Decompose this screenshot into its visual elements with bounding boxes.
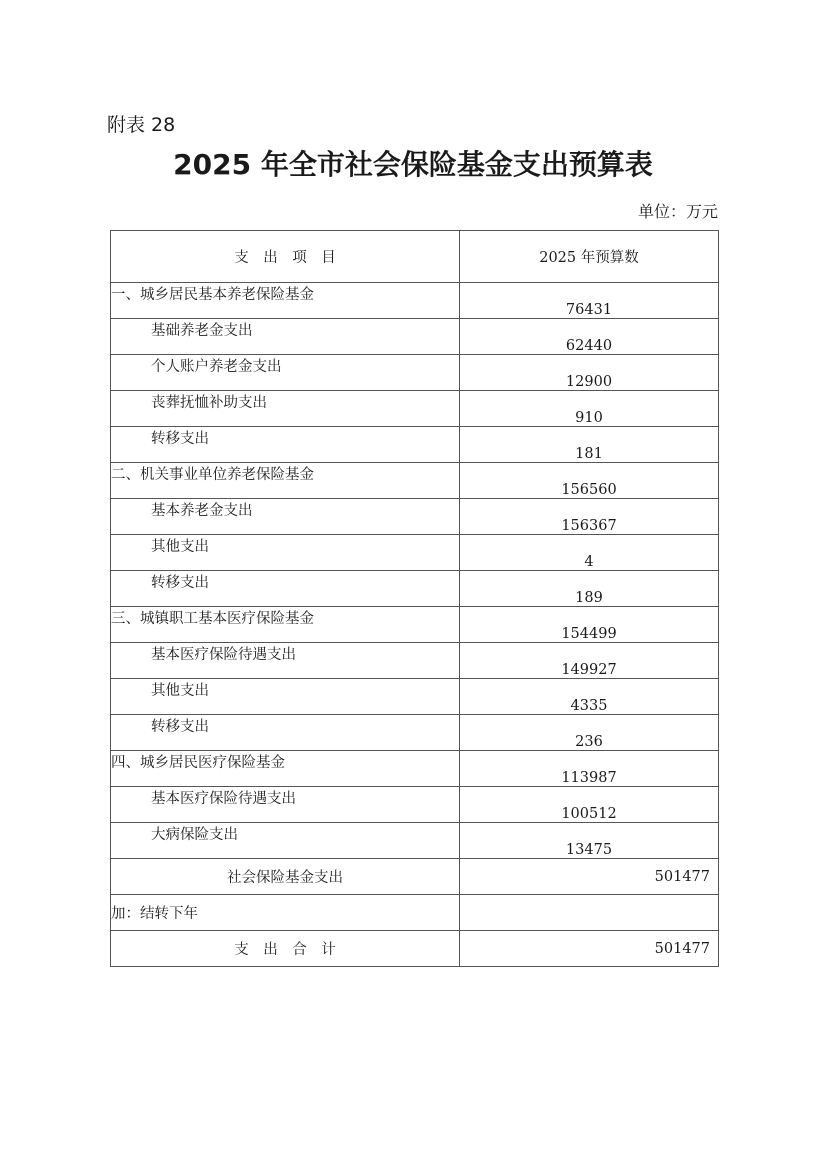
subtotal-label: 社会保险基金支出 [111, 859, 460, 895]
row-item: 个人账户养老金支出 [111, 355, 460, 391]
row-value: 154499 [460, 607, 719, 643]
row-value: 181 [460, 427, 719, 463]
row-value: 13475 [460, 823, 719, 859]
table-row [111, 391, 719, 427]
row-item: 基本养老金支出 [111, 499, 460, 535]
table-row [111, 427, 719, 463]
budget-table [110, 230, 719, 967]
table-row [111, 751, 719, 787]
row-item: 转移支出 [111, 427, 460, 463]
row-value: 156560 [460, 463, 719, 499]
table-row [111, 283, 719, 319]
attachment-label: 附表 28 [107, 114, 176, 136]
row-value: 76431 [460, 283, 719, 319]
row-value: 189 [460, 571, 719, 607]
row-value: 4 [460, 535, 719, 571]
row-value: 12900 [460, 355, 719, 391]
table-row [111, 535, 719, 571]
table-row [111, 319, 719, 355]
row-value: 113987 [460, 751, 719, 787]
row-item: 基本医疗保险待遇支出 [111, 643, 460, 679]
table-row [111, 787, 719, 823]
total-row [111, 931, 719, 967]
total-label: 支 出 合 计 [111, 931, 460, 967]
row-item: 二、机关事业单位养老保险基金 [111, 463, 460, 499]
column-header-budget: 2025 年预算数 [460, 231, 719, 283]
document-title: 2025 年全市社会保险基金支出预算表 [173, 148, 653, 181]
total-value: 501477 [460, 931, 719, 967]
row-value: 4335 [460, 679, 719, 715]
table-row [111, 643, 719, 679]
row-item: 一、城乡居民基本养老保险基金 [111, 283, 460, 319]
row-value: 156367 [460, 499, 719, 535]
carryover-row [111, 895, 719, 931]
row-item: 转移支出 [111, 571, 460, 607]
unit-label: 单位：万元 [637, 202, 718, 221]
table-row [111, 499, 719, 535]
table-row [111, 571, 719, 607]
row-value: 910 [460, 391, 719, 427]
table-row [111, 607, 719, 643]
table-header-row [111, 231, 719, 283]
table-row [111, 355, 719, 391]
carryover-label: 加：结转下年 [111, 895, 460, 931]
table-row [111, 823, 719, 859]
row-item: 四、城乡居民医疗保险基金 [111, 751, 460, 787]
row-value: 62440 [460, 319, 719, 355]
row-value: 149927 [460, 643, 719, 679]
subtotal-value: 501477 [460, 859, 719, 895]
row-value: 236 [460, 715, 719, 751]
subtotal-row [111, 859, 719, 895]
row-item: 三、城镇职工基本医疗保险基金 [111, 607, 460, 643]
carryover-value [460, 895, 719, 931]
row-item: 大病保险支出 [111, 823, 460, 859]
table-row [111, 679, 719, 715]
column-header-item: 支 出 项 目 [111, 231, 460, 283]
row-value: 100512 [460, 787, 719, 823]
table-row [111, 715, 719, 751]
row-item: 其他支出 [111, 679, 460, 715]
row-item: 转移支出 [111, 715, 460, 751]
row-item: 丧葬抚恤补助支出 [111, 391, 460, 427]
row-item: 基础养老金支出 [111, 319, 460, 355]
row-item: 基本医疗保险待遇支出 [111, 787, 460, 823]
row-item: 其他支出 [111, 535, 460, 571]
table-row [111, 463, 719, 499]
